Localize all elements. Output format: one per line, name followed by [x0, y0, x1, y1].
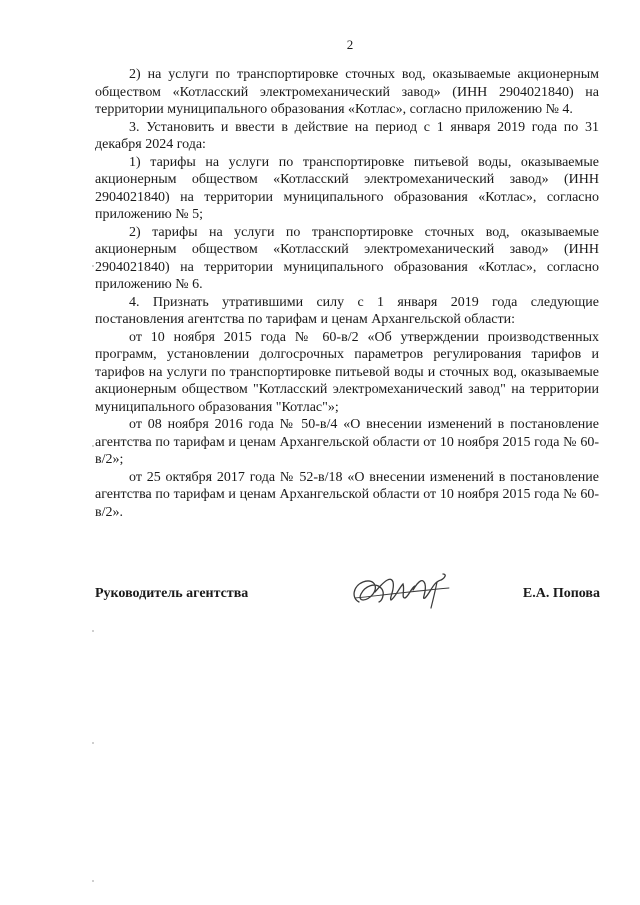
scan-margin-mark	[92, 445, 94, 447]
scan-margin-mark	[92, 265, 94, 267]
signature-block	[95, 584, 600, 618]
scan-margin-mark	[92, 630, 94, 632]
clause-3-item-2: 2) тарифы на услуги по транспортировке сточных вод, оказываемые акционерным обществом «Котласский электромеханический завод» (ИНН 2904021840) на территории муниципального образования «Котлас», согласно приложению № 6.	[95, 224, 599, 292]
clause-3: 3. Установить и ввести в действие на период с 1 января 2019 года по 31 декабря 2024 года:	[95, 119, 599, 152]
scan-margin-mark	[92, 880, 94, 882]
handwritten-signature	[345, 568, 460, 612]
scan-margin-mark	[92, 742, 94, 744]
repealed-resolution-1: от 10 ноября 2015 года № 60-в/2 «Об утверждении производственных программ, установлении долгосрочных параметров регулирования тарифов и тарифов на услуги по транспортировке питьевой воды и сточных вод, оказываемые акционерным обществом "Котласский электромеханический завод" на территории муниципального образования "Котлас"»;	[95, 329, 599, 415]
signatory-name: Е.А. Попова	[522, 586, 600, 601]
clause-3-item-1: 1) тарифы на услуги по транспортировке питьевой воды, оказываемые акционерным обществом «Котласский электромеханический завод» (ИНН 2904021840) на территории муниципального образования «Котлас», согласно приложению № 5;	[95, 154, 599, 222]
signatory-title: Руководитель агентства	[95, 586, 249, 601]
page-number: 2	[346, 37, 354, 52]
clause-2-item-2: 2) на услуги по транспортировке сточных вод, оказываемые акционерным обществом «Котласский электромеханический завод» (ИНН 2904021840) на территории муниципального образования «Котлас», согласно приложению № 4.	[95, 67, 599, 117]
repealed-resolution-3: от 25 октября 2017 года № 52-в/18 «О внесении изменений в постановление агентства по тарифам и ценам Архангельской области от 10 ноября 2015 года № 60-в/2».	[95, 469, 599, 520]
document-body	[95, 66, 599, 521]
repealed-resolution-2: от 08 ноября 2016 года № 50-в/4 «О внесении изменений в постановление агентства по тарифам и ценам Архангельской области от 10 ноября 2015 года № 60-в/2»;	[95, 417, 599, 467]
clause-4: 4. Признать утратившими силу с 1 января 2019 года следующие постановления агентства по тарифам и ценам Архангельской области:	[95, 294, 599, 327]
